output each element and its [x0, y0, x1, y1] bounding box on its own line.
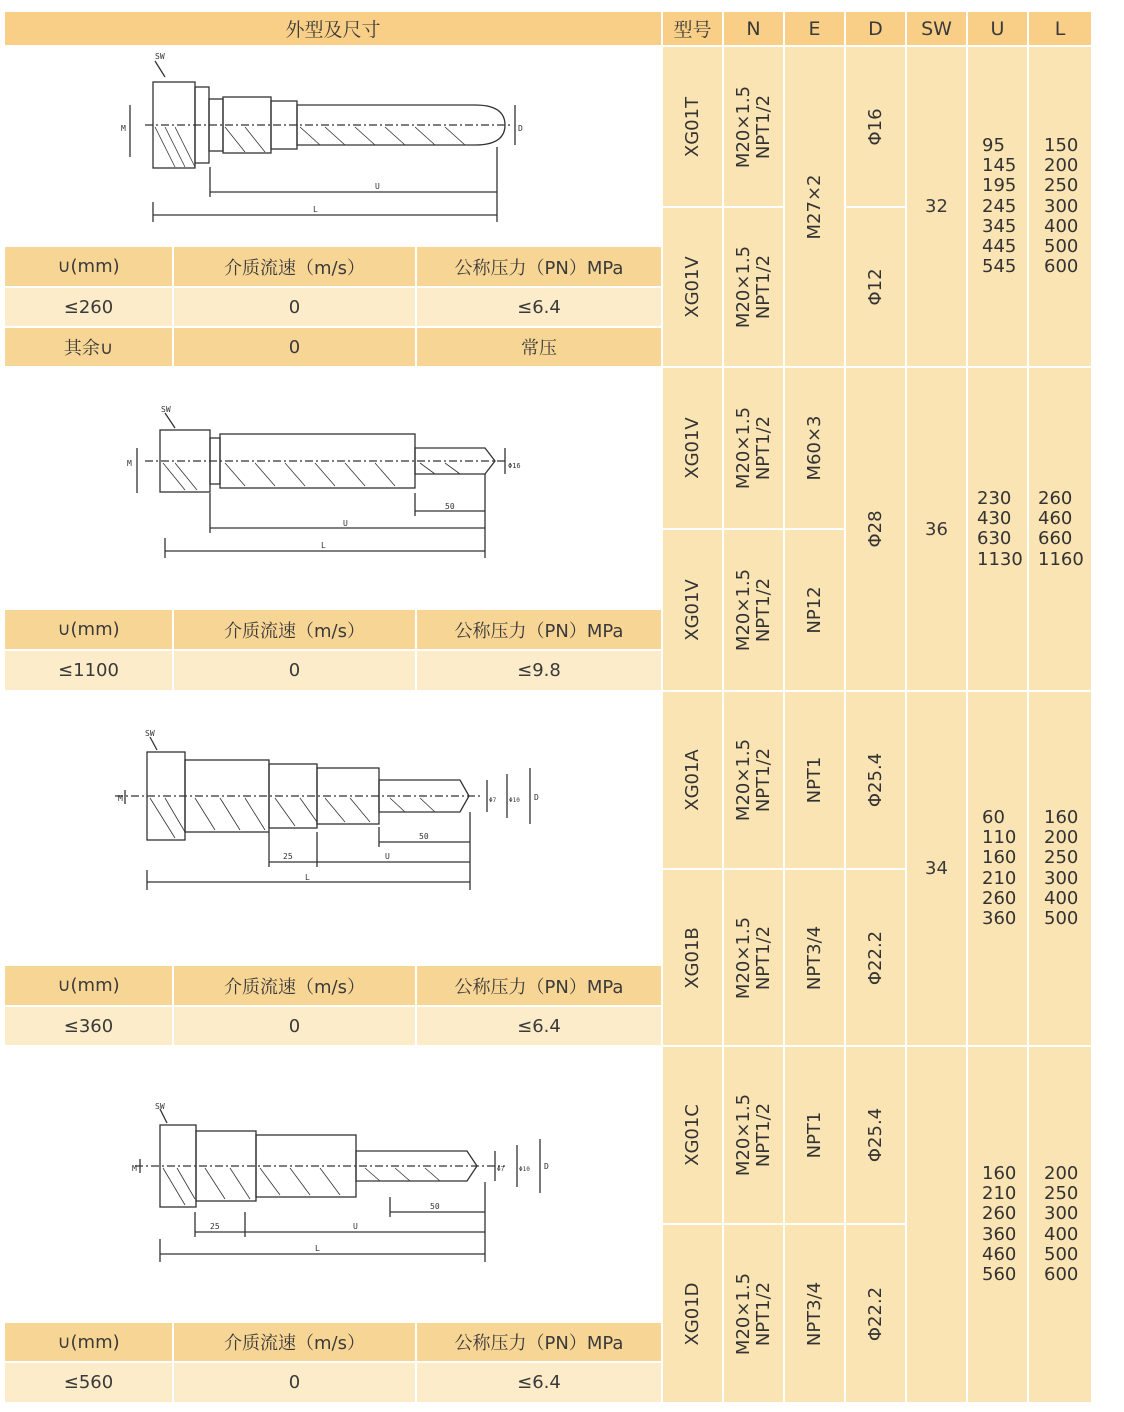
n-cell [724, 368, 783, 528]
l-cell [1029, 692, 1091, 1045]
l-values: 200 250 300 400 500 600 [1044, 1163, 1079, 1286]
n-value: M20×1.5 NPT1/2 [732, 738, 774, 822]
header-d: D [846, 12, 905, 45]
e-cell [785, 692, 844, 868]
model-name: XG01D [681, 1281, 703, 1346]
spec-cell: 0 [174, 1363, 415, 1402]
u-cell [968, 692, 1027, 1045]
label-50: 50 [430, 1202, 440, 1211]
spec-cell: 其余∪ [5, 328, 172, 366]
d-value: Φ25.4 [864, 1107, 886, 1163]
spec-header-flow: 介质流速（m/s） [174, 1323, 415, 1361]
spec-header-pressure: 公称压力（PN）MPa [417, 610, 661, 649]
d-value: Φ28 [864, 510, 886, 548]
model-name: XG01C [681, 1104, 703, 1166]
sw-cell [907, 692, 966, 1045]
header-sw: SW [907, 12, 966, 45]
model-cell [663, 47, 722, 206]
label-u: U [375, 182, 380, 191]
model-name: XG01V [681, 256, 703, 318]
u-cell [968, 47, 1027, 366]
spec-header-pressure: 公称压力（PN）MPa [417, 1323, 661, 1361]
spec-header-u: ∪(mm) [5, 1323, 172, 1361]
label-25: 25 [283, 852, 293, 861]
label-phi10: Φ10 [509, 797, 520, 804]
model-cell [663, 530, 722, 690]
spec-cell: 0 [174, 288, 415, 326]
n-value: M20×1.5 NPT1/2 [732, 85, 774, 168]
spec-cell: 0 [174, 651, 415, 690]
header-shape: 外型及尺寸 [5, 12, 661, 45]
e-value: NPT1 [803, 1111, 825, 1159]
spec-header-pressure: 公称压力（PN）MPa [417, 247, 661, 286]
thermowell-drawing-2 [5, 368, 661, 608]
label-l: L [315, 1244, 320, 1253]
sw-cell [907, 368, 966, 690]
sw-value: 32 [925, 196, 948, 217]
model-cell [663, 1225, 722, 1402]
spec-header-pressure: 公称压力（PN）MPa [417, 966, 661, 1005]
label-phi16: Φ16 [508, 462, 521, 470]
spec-header-u: ∪(mm) [5, 610, 172, 649]
spec-cell: ≤1100 [5, 651, 172, 690]
spec-cell: ≤560 [5, 1363, 172, 1402]
n-cell [724, 1047, 783, 1223]
n-cell [724, 47, 783, 206]
d-cell [846, 208, 905, 366]
u-cell [968, 368, 1027, 690]
model-name: XG01A [681, 749, 703, 811]
label-u: U [343, 519, 348, 528]
spec-cell: ≤6.4 [417, 1007, 661, 1045]
label-sw: SW [155, 52, 165, 61]
l-cell [1029, 1047, 1091, 1402]
model-name: XG01V [681, 417, 703, 479]
d-cell [846, 1047, 905, 1223]
label-m: M [121, 124, 126, 133]
l-values: 160 200 250 300 400 500 [1044, 807, 1079, 930]
e-cell [785, 1047, 844, 1223]
e-value: NPT3/4 [803, 1281, 825, 1346]
d-value: Φ22.2 [864, 1286, 886, 1341]
n-cell [724, 870, 783, 1045]
d-value: Φ22.2 [864, 930, 886, 985]
label-u: U [385, 852, 390, 861]
sw-value: 36 [925, 518, 948, 540]
label-phi10: Φ10 [519, 1166, 530, 1173]
d-cell [846, 47, 905, 206]
e-cell [785, 1225, 844, 1402]
n-cell [724, 1225, 783, 1402]
e-value: NPT1 [803, 756, 825, 804]
d-cell [846, 692, 905, 868]
drawing-section-2 [5, 368, 661, 608]
spec-cell: 0 [174, 1007, 415, 1045]
d-cell [846, 870, 905, 1045]
n-value: M20×1.5 NPT1/2 [732, 245, 774, 329]
spec-cell: ≤6.4 [417, 1363, 661, 1402]
label-u: U [353, 1222, 358, 1231]
label-m: M [132, 1164, 137, 1173]
label-d: D [518, 124, 523, 133]
spec-cell: 常压 [417, 328, 661, 366]
n-value: M20×1.5 NPT1/2 [732, 568, 774, 652]
d-value: Φ16 [864, 107, 886, 146]
n-value: M20×1.5 NPT1/2 [732, 916, 774, 999]
spec-cell: ≤9.8 [417, 651, 661, 690]
drawing-section-1 [5, 47, 661, 245]
n-cell [724, 208, 783, 366]
drawing-section-3 [5, 692, 661, 964]
d-value: Φ25.4 [864, 752, 886, 808]
header-l: L [1029, 12, 1091, 45]
e-cell [785, 870, 844, 1045]
sw-cell [907, 1047, 966, 1402]
label-d: D [534, 793, 539, 802]
label-m: M [118, 794, 123, 803]
n-value: M20×1.5 NPT1/2 [732, 1093, 774, 1177]
u-values: 160 210 260 360 460 560 [982, 1163, 1017, 1286]
u-values: 230 430 630 1130 [977, 488, 1023, 570]
n-value: M20×1.5 NPT1/2 [732, 406, 774, 490]
spec-cell: ≤6.4 [417, 288, 661, 326]
n-value: M20×1.5 NPT1/2 [732, 1272, 774, 1355]
e-value: M60×3 [803, 415, 825, 481]
d-cell [846, 368, 905, 690]
label-50: 50 [419, 832, 429, 841]
model-cell [663, 1047, 722, 1223]
l-values: 150 200 250 300 400 500 600 [1044, 135, 1079, 278]
sw-cell [907, 47, 966, 366]
n-cell [724, 530, 783, 690]
label-m: M [127, 459, 132, 468]
sw-value: 34 [925, 858, 948, 879]
l-cell [1029, 47, 1091, 366]
u-cell [968, 1047, 1027, 1402]
spec-header-flow: 介质流速（m/s） [174, 610, 415, 649]
u-values: 60 110 160 210 260 360 [982, 807, 1017, 930]
model-cell [663, 368, 722, 528]
label-phi7: Φ7 [497, 1166, 505, 1173]
model-name: XG01B [681, 926, 703, 989]
spec-header-flow: 介质流速（m/s） [174, 247, 415, 286]
label-sw: SW [155, 1102, 165, 1111]
e-cell [785, 47, 844, 366]
header-model: 型号 [663, 12, 722, 45]
thermowell-drawing-3 [5, 692, 661, 964]
model-name: XG01T [681, 96, 703, 157]
spec-header-flow: 介质流速（m/s） [174, 966, 415, 1005]
label-50: 50 [445, 502, 455, 511]
e-value: M27×2 [803, 174, 825, 239]
label-25: 25 [210, 1222, 220, 1231]
thermowell-drawing-1 [5, 47, 661, 245]
label-sw: SW [145, 729, 155, 738]
e-cell [785, 368, 844, 528]
l-values: 260 460 660 1160 [1038, 488, 1084, 570]
drawing-section-4 [5, 1047, 661, 1321]
label-l: L [321, 541, 326, 550]
label-phi7: Φ7 [489, 797, 497, 804]
e-value: NP12 [803, 586, 825, 634]
n-cell [724, 692, 783, 868]
spec-cell: 0 [174, 328, 415, 366]
label-d: D [544, 1162, 549, 1171]
d-cell [846, 1225, 905, 1402]
e-cell [785, 530, 844, 690]
label-l: L [305, 873, 310, 882]
model-cell [663, 208, 722, 366]
l-cell [1029, 368, 1091, 690]
model-cell [663, 870, 722, 1045]
model-cell [663, 692, 722, 868]
spec-header-u: ∪(mm) [5, 966, 172, 1005]
spec-cell: ≤360 [5, 1007, 172, 1045]
label-l: L [313, 205, 318, 214]
thermowell-drawing-4 [5, 1047, 661, 1321]
d-value: Φ12 [864, 268, 886, 306]
e-value: NPT3/4 [803, 925, 825, 990]
header-n: N [724, 12, 783, 45]
label-sw: SW [161, 405, 171, 414]
u-values: 95 145 195 245 345 445 545 [982, 135, 1017, 278]
spec-cell: ≤260 [5, 288, 172, 326]
header-e: E [785, 12, 844, 45]
header-u: U [968, 12, 1027, 45]
spec-header-u: ∪(mm) [5, 247, 172, 286]
model-name: XG01V [681, 579, 703, 641]
